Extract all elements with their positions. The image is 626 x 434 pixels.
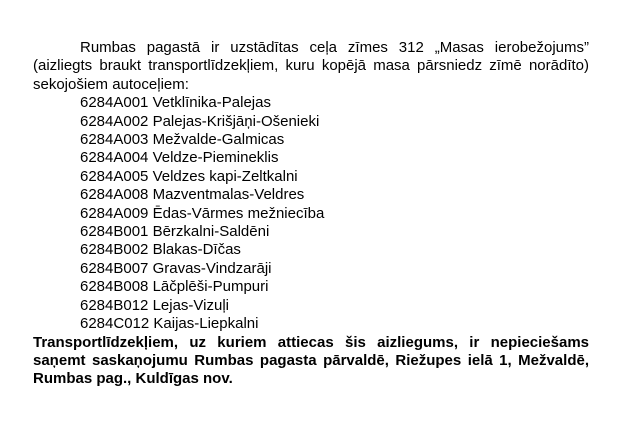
road-list-item: 6284C012 Kaijas-Liepkalni — [80, 315, 259, 333]
road-list-item: 6284A009 Ēdas-Vārmes mežniecība — [80, 204, 325, 222]
document-body — [33, 39, 589, 389]
road-list-item: 6284A001 Vetklīnika-Palejas — [80, 94, 271, 112]
road-list-item: 6284A003 Mežvalde-Galmicas — [80, 131, 285, 149]
road-list-item: 6284B002 Blakas-Dīčas — [80, 241, 241, 259]
road-list-item: 6284B008 Lāčplēši-Pumpuri — [80, 278, 269, 296]
road-list-item: 6284B012 Lejas-Vizuļi — [80, 296, 229, 314]
intro-paragraph: Rumbas pagastā ir uzstādītas ceļa zīmes 312 „Masas ierobežojums” (aizliegts braukt transportlīdzekļiem, kuru kopējā masa pārsniedz zīmē norādīto) sekojošiem autoceļiem: — [33, 39, 589, 93]
road-list-item: 6284B001 Bērzkalni-Saldēni — [80, 223, 270, 241]
road-list-item: 6284A008 Mazventmalas-Veldres — [80, 186, 305, 204]
road-list-item: 6284B007 Gravas-Vindzarāji — [80, 259, 272, 277]
road-list-item: 6284A002 Palejas-Krišjāņi-Ošenieki — [80, 112, 320, 130]
road-list — [33, 94, 589, 333]
road-list-item: 6284A004 Veldze-Piemineklis — [80, 149, 279, 167]
road-list-item: 6284A005 Veldzes kapi-Zeltkalni — [80, 167, 298, 185]
approval-note: Transportlīdzekļiem, uz kuriem attiecas šis aizliegums, ir nepieciešams saņemt saskaņojumu Rumbas pagasta pārvaldē, Riežupes ielā 1, Mežvaldē, Rumbas pag., Kuldīgas nov. — [33, 333, 589, 388]
